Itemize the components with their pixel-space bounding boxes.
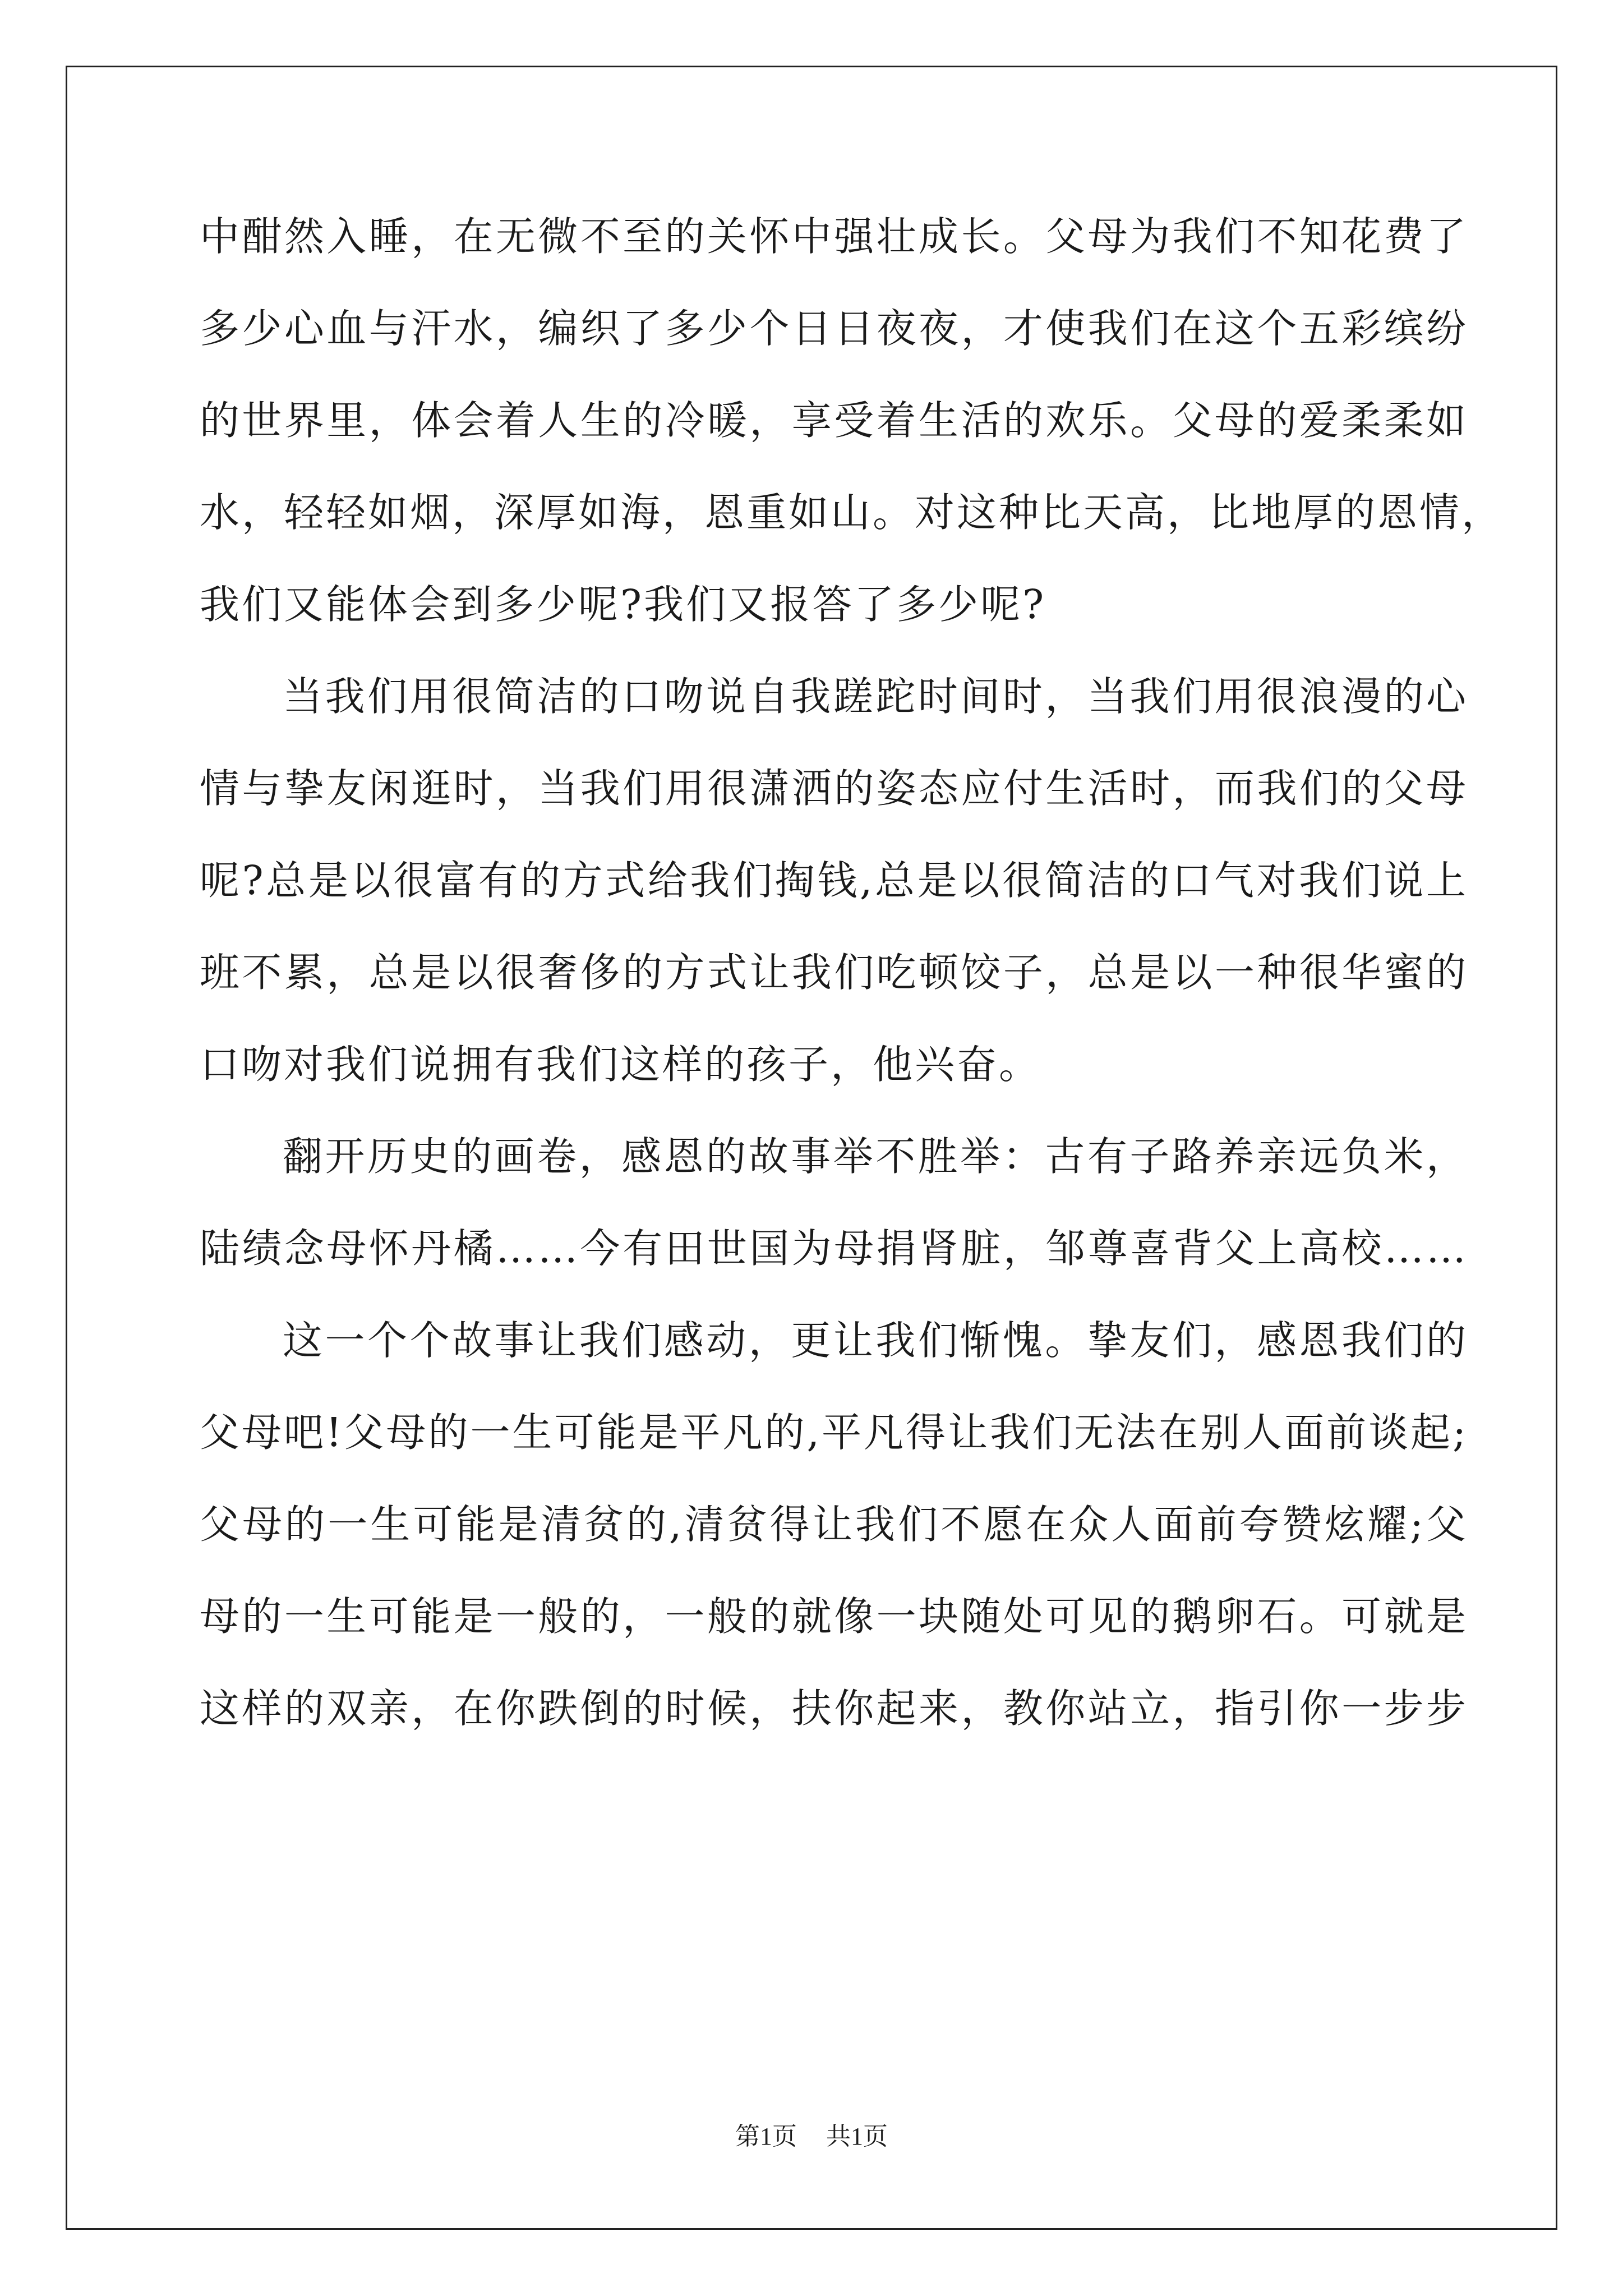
page-footer bbox=[0, 2116, 1623, 2152]
text-line: 陆绩念母怀丹橘……今有田世国为母捐肾脏，邹尊喜背父上高校…… bbox=[200, 1225, 1468, 1272]
text-line: 中酣然入睡，在无微不至的关怀中强壮成长。父母为我们不知花费了 bbox=[200, 213, 1468, 260]
page-count: 共1页 bbox=[826, 2123, 888, 2150]
text-line: 水，轻轻如烟，深厚如海，恩重如山。对这种比天高，比地厚的恩情， bbox=[200, 489, 1504, 536]
text-line: 班不累，总是以很奢侈的方式让我们吃顿饺子，总是以一种很华蜜的 bbox=[200, 949, 1468, 996]
paragraph-first-line: 这一个个故事让我们感动，更让我们惭愧。挚友们，感恩我们的 bbox=[283, 1317, 1468, 1364]
paragraph-first-line: 当我们用很简洁的口吻说自我蹉跎时间时，当我们用很浪漫的心 bbox=[283, 673, 1468, 720]
text-line: 口吻对我们说拥有我们这样的孩子，他兴奋。 bbox=[200, 1041, 1041, 1088]
text-line: 父母吧!父母的一生可能是平凡的,平凡得让我们无法在别人面前谈起; bbox=[200, 1409, 1469, 1456]
document-body bbox=[200, 191, 1504, 1755]
paragraph-first-line: 翻开历史的画卷，感恩的故事举不胜举：古有子路养亲远负米， bbox=[283, 1133, 1468, 1180]
text-line: 情与挚友闲逛时，当我们用很潇洒的姿态应付生活时，而我们的父母 bbox=[200, 765, 1468, 812]
text-line: 多少心血与汗水，编织了多少个日日夜夜，才使我们在这个五彩缤纷 bbox=[200, 305, 1468, 352]
text-line: 这样的双亲，在你跌倒的时候，扶你起来，教你站立，指引你一步步 bbox=[200, 1685, 1468, 1732]
text-line: 母的一生可能是一般的，一般的就像一块随处可见的鹅卵石。可就是 bbox=[200, 1593, 1468, 1640]
text-line: 我们又能体会到多少呢?我们又报答了多少呢? bbox=[200, 581, 1046, 628]
page-number: 第1页 bbox=[735, 2123, 797, 2150]
text-line: 父母的一生可能是清贫的,清贫得让我们不愿在众人面前夸赞炫耀;父 bbox=[200, 1501, 1468, 1548]
text-line: 的世界里，体会着人生的冷暖，享受着生活的欢乐。父母的爱柔柔如 bbox=[200, 397, 1468, 444]
text-line: 呢?总是以很富有的方式给我们掏钱,总是以很简洁的口气对我们说上 bbox=[200, 857, 1468, 904]
